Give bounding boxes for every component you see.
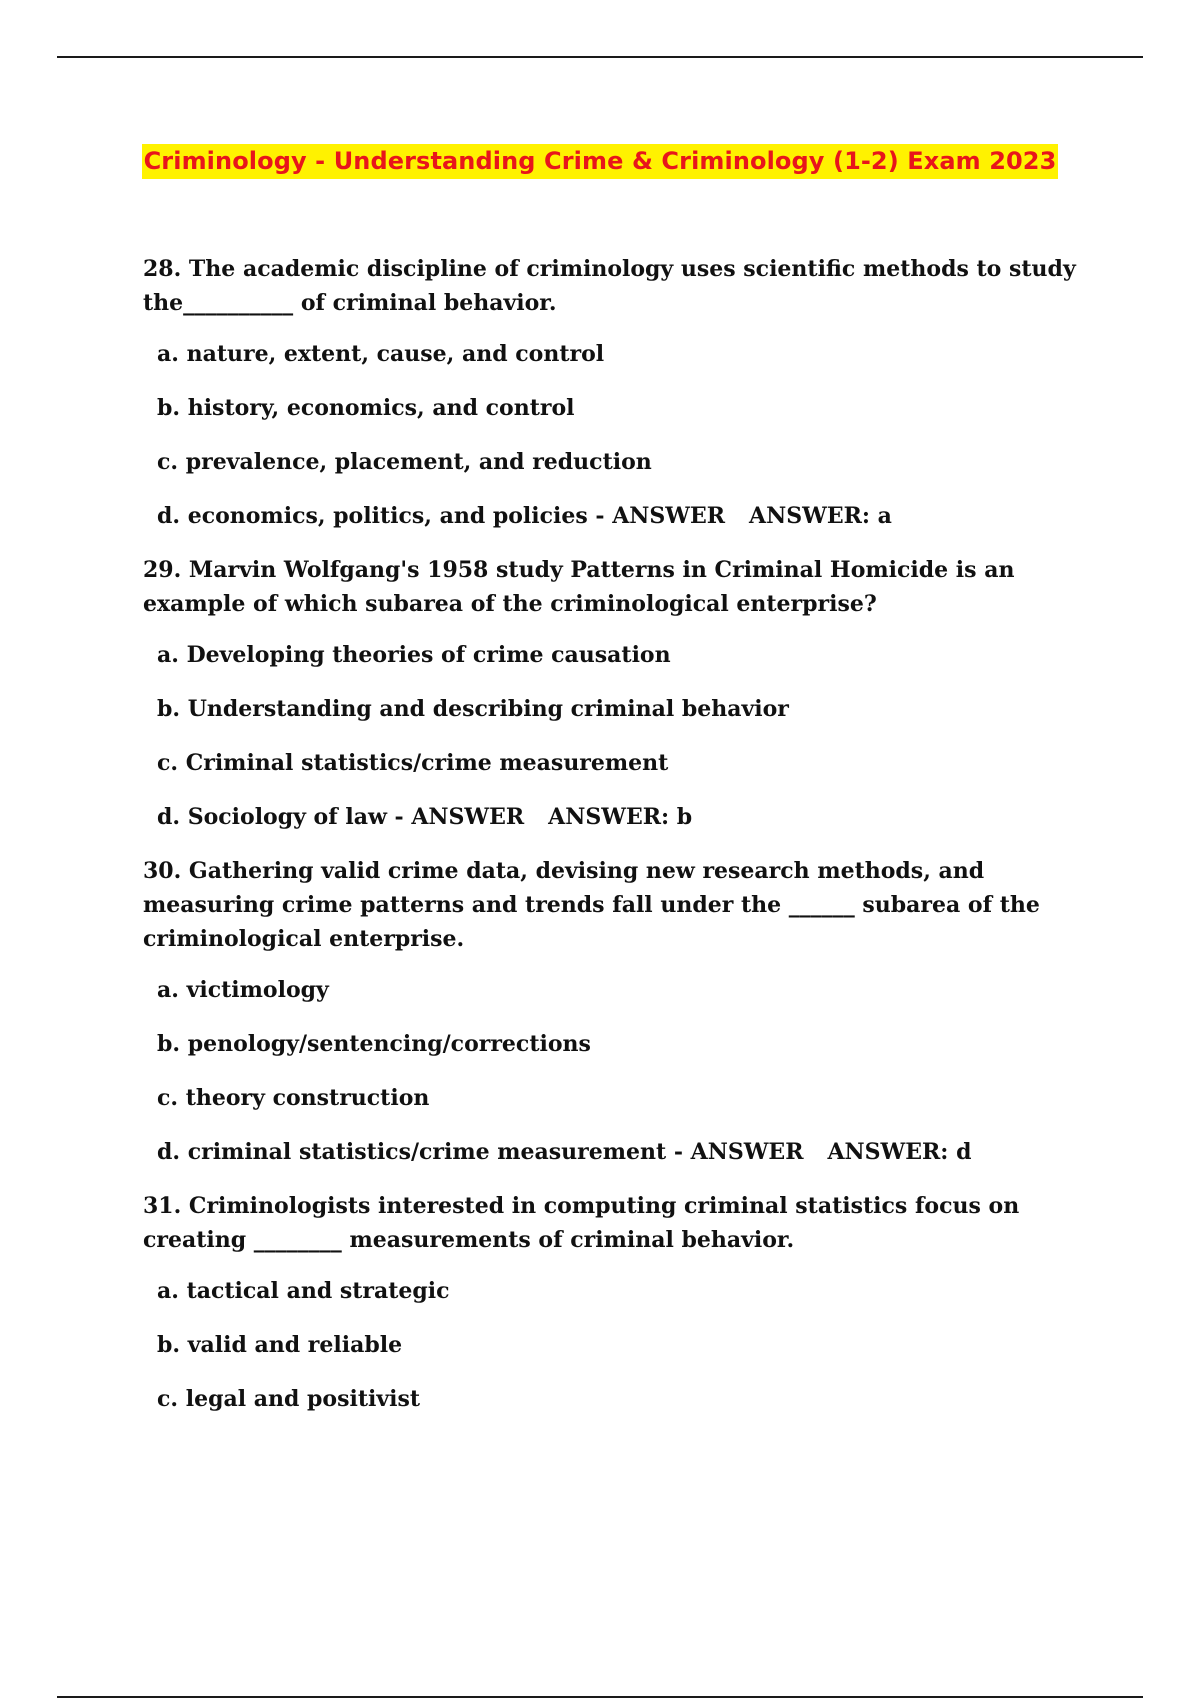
question-31: 31. Criminologists interested in computing criminal statistics focus on creating ________ measurements of criminal behavior. xyxy=(143,1193,1020,1253)
question-28-option-b: b. history, economics, and control xyxy=(157,395,575,421)
question-31-option-a: a. tactical and strategic xyxy=(157,1278,450,1304)
question-29: 29. Marvin Wolfgang's 1958 study Patterns in Criminal Homicide is an example of which subarea of the criminological enterprise? xyxy=(143,557,1015,617)
question-29-option-c: c. Criminal statistics/crime measurement xyxy=(157,750,669,776)
question-30-option-d-text: d. criminal statistics/crime measurement - ANSWER xyxy=(157,1139,804,1165)
question-30-option-c: c. theory construction xyxy=(157,1085,430,1111)
question-29-option-d xyxy=(157,800,1083,834)
question-30: 30. Gathering valid crime data, devising new research methods, and measuring crime patterns and trends fall under the ______ subarea of the criminological enterprise. xyxy=(143,858,1040,952)
question-30-option-b: b. penology/sentencing/corrections xyxy=(157,1031,591,1057)
title-block xyxy=(0,144,1200,179)
question-30-option-a: a. victimology xyxy=(157,977,329,1003)
question-29-option-d-text: d. Sociology of law - ANSWER xyxy=(157,804,525,830)
question-28: 28. The academic discipline of criminology uses scientific methods to study the__________ of criminal behavior. xyxy=(143,256,1076,316)
question-list xyxy=(143,252,1083,1436)
question-28-option-c: c. prevalence, placement, and reduction xyxy=(157,449,652,475)
question-29-option-a: a. Developing theories of crime causation xyxy=(157,642,671,668)
top-rule xyxy=(57,56,1143,58)
question-30-answer: ANSWER: d xyxy=(827,1139,972,1165)
question-28-option-d-text: d. economics, politics, and policies - ANSWER xyxy=(157,503,726,529)
question-28-option-d xyxy=(157,499,1083,533)
question-30-option-d xyxy=(157,1135,1083,1169)
document-title: Criminology - Understanding Crime & Criminology (1-2) Exam 2023 xyxy=(142,144,1059,179)
bottom-rule xyxy=(57,1696,1143,1698)
question-29-option-b: b. Understanding and describing criminal behavior xyxy=(157,696,789,722)
question-29-answer: ANSWER: b xyxy=(548,804,693,830)
question-31-option-b: b. valid and reliable xyxy=(157,1332,403,1358)
question-31-option-c: c. legal and positivist xyxy=(157,1386,421,1412)
question-28-option-a: a. nature, extent, cause, and control xyxy=(157,341,605,367)
question-28-answer: ANSWER: a xyxy=(749,503,892,529)
